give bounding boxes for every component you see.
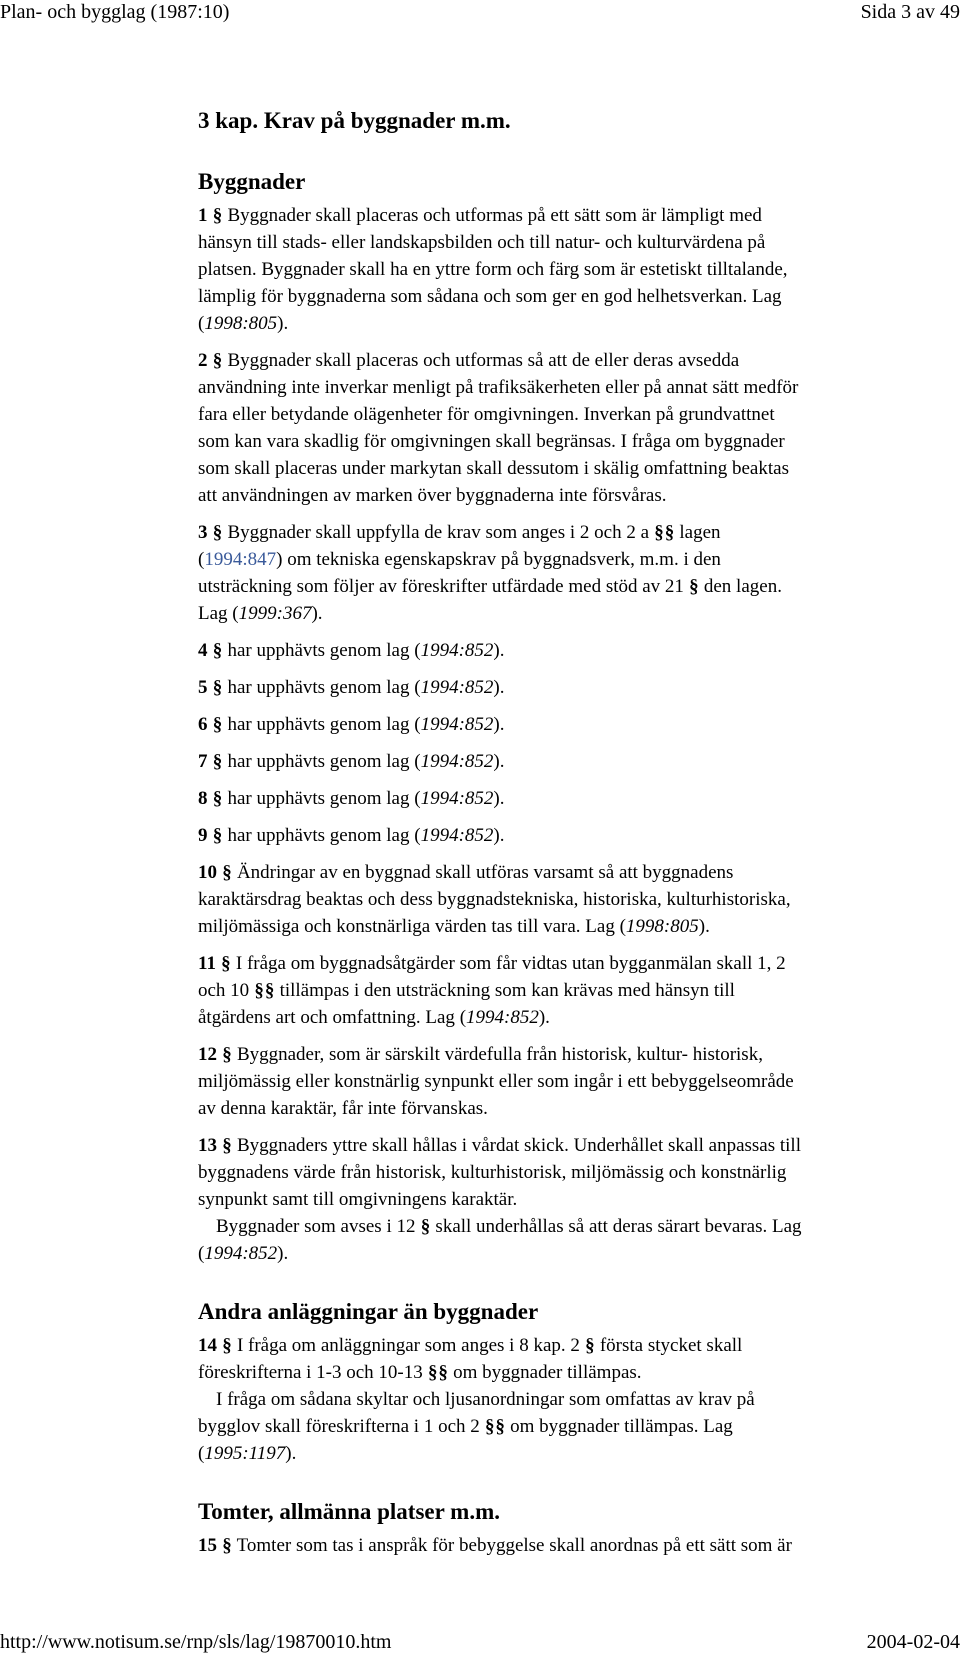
- text-line: I fråga om sådana skyltar och ljusanordningar som omfattas av krav på: [216, 1389, 755, 1410]
- section-symbol: §: [222, 1044, 232, 1065]
- spacer: [198, 1277, 938, 1297]
- text-line: av denna karaktär, får inte förvanskas.: [198, 1098, 488, 1119]
- paragraph-11: 11 § I fråga om byggnadsåtgärder som får vidtas utan bygganmälan skall 1, 2 och 10 §§ tillämpas i den utsträckning som kan krävas med hänsyn till åtgärdens art och omfattning. Lag (1994:852).: [198, 950, 938, 1031]
- section-symbol: §: [585, 1335, 595, 1356]
- paragraph-10: 10 § Ändringar av en byggnad skall utföras varsamt så att byggnadens karaktärsdrag beaktas och dess byggnadstekniska, historiska, kulturhistoriska, miljömässiga och konstnärliga värden tas till vara. Lag (1998:805).: [198, 859, 938, 940]
- law-reference: 1994:852: [420, 751, 494, 772]
- paragraph-2: [198, 347, 938, 509]
- text-line: användning inte inverkar menligt på trafiksäkerheten eller på annat sätt medför: [198, 377, 799, 398]
- text-line: Tomter som tas i anspråk för bebyggelse skall anordnas på ett sätt som är: [236, 1535, 792, 1556]
- text-line: I fråga om anläggningar som anges i 8 kap. 2: [236, 1335, 580, 1356]
- law-link[interactable]: 1994:847: [204, 549, 277, 570]
- text-line: har upphävts genom lag: [227, 714, 410, 735]
- page-number: Sida 3 av 49: [860, 1, 960, 23]
- text-line: lämplig för byggnaderna som sådana och som ger en god helhetsverkan. Lag: [198, 286, 782, 307]
- section-heading-tomter: Tomter, allmänna platser m.m.: [198, 1499, 500, 1524]
- paragraph-1: 1 § Byggnader skall placeras och utformas på ett sätt som är lämpligt med hänsyn till stads- eller landskapsbilden och till natur- och kulturvärdena på platsen. Byggnader skall ha en yttre form och färg som är estetiskt tilltalande, lämplig för byggnaderna som sådana och som ger en god helhetsverkan. Lag (1998:805).: [198, 202, 938, 337]
- text-line: som kan vara skadlig för omgivningen skall begränsas. I fråga om byggnader: [198, 431, 785, 452]
- paragraph-13: 13 § Byggnaders yttre skall hållas i vårdat skick. Underhållet skall anpassas till byggnadens värde från historisk, kulturhistorisk, miljömässig och konstnärlig synpunkt samt till omgivningens karaktär. Byggnader som avses i 12 § skall underhållas så att deras särart bevaras. Lag (1994:852).: [198, 1132, 938, 1267]
- paragraph-number: 1: [198, 205, 208, 226]
- section-symbol: §: [427, 1362, 438, 1383]
- section-heading-byggnader: Byggnader: [198, 169, 306, 194]
- law-reference: 1998:805: [625, 916, 699, 937]
- text-line: fara eller betydande olägenheter för omgivningen. Inverkan på grundvattnet: [198, 404, 775, 425]
- section-symbol: §: [264, 980, 275, 1001]
- section-symbol: §: [438, 1362, 448, 1383]
- paragraph-number: 5: [198, 677, 208, 698]
- section-symbol: §: [689, 576, 699, 597]
- document-title: Plan- och bygglag (1987:10): [0, 1, 230, 23]
- text-line: lagen: [679, 522, 721, 543]
- text-line: om byggnader tillämpas. Lag: [510, 1416, 733, 1437]
- text-line: miljömässig eller konstnärlig synpunkt eller som ingår i ett bebyggelseområde: [198, 1071, 794, 1092]
- section-symbol: §: [495, 1416, 505, 1437]
- paragraph-number: 15: [198, 1535, 217, 1556]
- text-line: har upphävts genom lag: [227, 788, 410, 809]
- law-reference: 1999:367: [238, 603, 312, 624]
- law-reference: 1994:852: [466, 1007, 539, 1028]
- paragraph-number: 14: [198, 1335, 217, 1356]
- text-line: Byggnader skall uppfylla de krav som anges i 2 och 2 a: [227, 522, 650, 543]
- paragraph-12: [198, 1041, 938, 1122]
- text-line: som skall placeras under markytan skall dessutom i skälig omfattning beaktas: [198, 458, 789, 479]
- print-date: 2004-02-04: [866, 1631, 960, 1653]
- text-line: I fråga om byggnadsåtgärder som får vidtas utan bygganmälan skall 1, 2: [235, 953, 786, 974]
- spacer: [198, 1477, 938, 1497]
- source-url: http://www.notisum.se/rnp/sls/lag/19870010.htm: [0, 1631, 392, 1653]
- section-symbol: §: [212, 677, 223, 698]
- section-symbol: §: [664, 522, 675, 543]
- law-reference: 1994:852: [420, 714, 494, 735]
- law-reference: 1994:852: [420, 788, 494, 809]
- text-line: byggnadens värde från historisk, kulturhistorisk, miljömässig och konstnärlig: [198, 1162, 787, 1183]
- section-symbol: §: [420, 1216, 431, 1237]
- text-line: Byggnader skall placeras och utformas på ett sätt som är lämpligt med: [227, 205, 762, 226]
- text-line: synpunkt samt till omgivningens karaktär.: [198, 1189, 518, 1210]
- section-symbol: §: [212, 788, 223, 809]
- text-line: Byggnader skall placeras och utformas så att de eller deras avsedda: [227, 350, 740, 371]
- document-body: [198, 106, 938, 1569]
- section-symbol: §: [212, 714, 223, 735]
- text-line: har upphävts genom lag: [227, 751, 410, 772]
- section-symbol: §: [212, 751, 223, 772]
- section-symbol: §: [212, 205, 223, 226]
- chapter-title: 3 kap. Krav på byggnader m.m.: [198, 108, 511, 133]
- paragraph-number: 9: [198, 825, 208, 846]
- section-symbol: §: [212, 350, 223, 371]
- paragraph-14: 14 § I fråga om anläggningar som anges i 8 kap. 2 § första stycket skall föreskrifterna i 1-3 och 10-13 §§ om byggnader tillämpas. I fråga om sådana skyltar och ljusanordningar som omfattas av krav på bygglov skall föreskrifterna i 1 och 2 §§ om byggnader tillämpas. Lag (1995:1197).: [198, 1332, 938, 1467]
- law-reference: 1998:805: [204, 313, 278, 334]
- paragraph-number: 11: [198, 953, 216, 974]
- section-symbol: §: [222, 1135, 232, 1156]
- text-line: Ändringar av en byggnad skall utföras varsamt så att byggnadens: [236, 862, 734, 883]
- text-line: och 10: [198, 980, 250, 1001]
- text-line: platsen. Byggnader skall ha en yttre form och färg som är estetiskt tilltalande,: [198, 259, 788, 280]
- section-symbol: §: [212, 522, 223, 543]
- paragraph-number: 6: [198, 714, 208, 735]
- paragraph-number: 8: [198, 788, 208, 809]
- paragraph-number: 10: [198, 862, 217, 883]
- text-line: Byggnaders yttre skall hållas i vårdat skick. Underhållet skall anpassas till: [236, 1135, 801, 1156]
- law-reference: 1994:852: [420, 677, 494, 698]
- section-symbol: §: [222, 862, 232, 883]
- paragraph-8: 8 § har upphävts genom lag (1994:852).: [198, 785, 938, 812]
- text-line: föreskrifterna i 1-3 och 10-13: [198, 1362, 423, 1383]
- section-heading-andra: Andra anläggningar än byggnader: [198, 1299, 539, 1324]
- paragraph-5: 5 § har upphävts genom lag (1994:852).: [198, 674, 938, 701]
- paragraph-number: 12: [198, 1044, 217, 1065]
- section-symbol: §: [254, 980, 264, 1001]
- section-symbol: §: [222, 1335, 232, 1356]
- text-line: har upphävts genom lag: [227, 677, 410, 698]
- paragraph-number: 2: [198, 350, 208, 371]
- law-reference: 1994:852: [420, 640, 494, 661]
- section-symbol: §: [654, 522, 664, 543]
- paragraph-4: 4 § har upphävts genom lag (1994:852).: [198, 637, 938, 664]
- paragraph-number: 3: [198, 522, 208, 543]
- paragraph-15: [198, 1532, 938, 1559]
- law-reference: 1994:852: [204, 1243, 278, 1264]
- paragraph-number: 13: [198, 1135, 217, 1156]
- text-line: skall underhållas så att deras särart bevaras. Lag: [435, 1216, 802, 1237]
- text-line: Byggnader, som är särskilt värdefulla från historisk, kultur- historisk,: [236, 1044, 763, 1065]
- text-line: den lagen.: [703, 576, 782, 597]
- section-symbol: §: [212, 825, 223, 846]
- text-line: första stycket skall: [599, 1335, 743, 1356]
- paragraph-3: 3 § Byggnader skall uppfylla de krav som anges i 2 och 2 a §§ lagen (1994:847) om tekniska egenskapskrav på byggnadsverk, m.m. i den utsträckning som följer av föreskrifter utfärdade med stöd av 21 § den lagen. Lag (1999:367).: [198, 519, 938, 627]
- section-symbol: §: [212, 640, 223, 661]
- text-line: bygglov skall föreskrifterna i 1 och 2: [198, 1416, 480, 1437]
- law-reference: 1995:1197: [204, 1443, 286, 1464]
- section-symbol: §: [221, 953, 231, 974]
- paragraph-9: 9 § har upphävts genom lag (1994:852).: [198, 822, 938, 849]
- text-line: har upphävts genom lag: [227, 825, 410, 846]
- text-line: tillämpas i den utsträckning som kan krävas med hänsyn till: [279, 980, 735, 1001]
- text-line: att användningen av marken över byggnaderna inte försvåras.: [198, 485, 667, 506]
- paragraph-number: 7: [198, 751, 208, 772]
- text-line: Lag: [198, 603, 228, 624]
- section-symbol: §: [484, 1416, 495, 1437]
- text-line: hänsyn till stads- eller landskapsbilden och till natur- och kulturvärdena på: [198, 232, 766, 253]
- text-line: utsträckning som följer av föreskrifter utfärdade med stöd av 21: [198, 576, 684, 597]
- section-symbol: §: [222, 1535, 232, 1556]
- text-line: om tekniska egenskapskrav på byggnadsverk, m.m. i den: [287, 549, 721, 570]
- text-line: åtgärdens art och omfattning. Lag: [198, 1007, 455, 1028]
- text-line: karaktärsdrag beaktas och dess byggnadstekniska, historiska, kulturhistoriska,: [198, 889, 791, 910]
- text-line: miljömässiga och konstnärliga värden tas till vara. Lag: [198, 916, 615, 937]
- text-line: Byggnader som avses i 12: [216, 1216, 416, 1237]
- paragraph-number: 4: [198, 640, 208, 661]
- paragraph-7: 7 § har upphävts genom lag (1994:852).: [198, 748, 938, 775]
- text-line: om byggnader tillämpas.: [453, 1362, 642, 1383]
- paragraph-6: 6 § har upphävts genom lag (1994:852).: [198, 711, 938, 738]
- law-reference: 1994:852: [420, 825, 494, 846]
- text-line: har upphävts genom lag: [227, 640, 410, 661]
